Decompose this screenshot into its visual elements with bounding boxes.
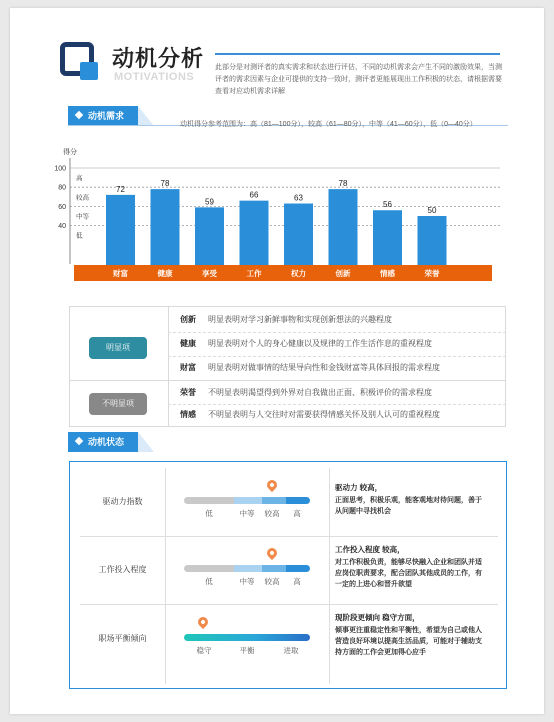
scale-label: 中等 (239, 577, 255, 586)
category-label: 享受 (202, 269, 217, 278)
drive-description: 驱动力 较高， 正面思考，积极乐观，能客观地对待问题，善于从问题中寻找机会 (335, 483, 482, 515)
data-label: 63 (294, 193, 303, 203)
balance-level-marker-icon (196, 615, 210, 629)
page-title: 动机分析 (112, 46, 205, 71)
bar (195, 207, 224, 265)
balance-description: 现阶段更倾向 稳守方面， 倾事更注重稳定性和平衡性，希望为自己或他人营造良好环境以提高生活品质，可能对于辅助支持方面的工作会更加得心应手 (335, 613, 482, 656)
table-row: 财富 明显表明对做事情的结果导向性和金钱财富等具体回报的需求程度 (180, 363, 440, 372)
bar (240, 201, 269, 265)
status-label-balance: 职场平衡倾向 (98, 634, 147, 643)
level-label: 低 (76, 232, 83, 240)
y-axis-label: 得分 (63, 149, 77, 156)
section-title-demand: 动机需求 (88, 111, 125, 121)
bar (106, 195, 135, 265)
table-row: 创新 明显表明对学习新鲜事物和实现创新想法的兴趣程度 (180, 315, 392, 324)
category-label: 财富 (113, 269, 128, 278)
status-label-drive: 驱动力指数 (102, 497, 143, 506)
bar (329, 189, 358, 265)
scale-label: 高 (293, 509, 301, 518)
not-obvious-badge: 不明显项 (89, 393, 147, 415)
motivation-bar-chart (10, 8, 544, 298)
level-label: 较高 (76, 194, 89, 202)
score-range-note: 动机得分参考范围为：高（81—100分），较高（61—80分），中等（41—60分），低（0—40分） (180, 121, 477, 128)
report-page (10, 8, 544, 714)
engagement-description: 工作投入程度 较高， 对工作积极负责，能够尽快融入企业和团队并适应岗位职责要求，配合团队其他成员的工作，有一定的上进心和晋升欲望 (335, 545, 482, 588)
obvious-badge: 明显项 (89, 337, 147, 359)
status-label-engagement: 工作投入程度 (98, 565, 147, 574)
category-label: 健康 (157, 269, 173, 278)
category-label: 荣誉 (424, 269, 440, 278)
scale-label: 较高 (264, 509, 280, 518)
scale-label: 进取 (283, 646, 299, 655)
data-label: 66 (249, 190, 259, 200)
table-row: 情感 不明显表明与人交往时对需要获得情感关怀及别人认可的重视程度 (180, 410, 440, 419)
y-tick-label: 40 (58, 223, 66, 231)
header-description: 此部分是对测评者的真实需求和状态进行评估，不同的动机需求会产生不同的激励效果，当测评者的需求因素与企业可提供的支持一致时，测评者更能展现出工作积极的状态，请根据需要查看对应动机需求详解 (215, 64, 502, 95)
data-label: 72 (116, 184, 125, 194)
data-label: 56 (383, 200, 392, 210)
motivation-status-box (69, 461, 507, 689)
data-label: 78 (338, 179, 348, 189)
scale-label: 低 (205, 509, 213, 518)
drive-level-marker-icon (265, 478, 279, 492)
scale-label: 平衡 (239, 646, 255, 655)
category-label: 权力 (291, 269, 306, 278)
bar (151, 189, 180, 265)
page-subtitle-en: MOTIVATIONS (114, 71, 195, 83)
category-label: 创新 (335, 269, 351, 278)
level-label: 高 (76, 175, 83, 183)
diamond-icon (75, 437, 83, 445)
category-label: 情感 (380, 269, 395, 278)
data-label: 50 (427, 206, 437, 215)
level-label: 中等 (76, 213, 89, 221)
y-tick-label: 60 (58, 203, 66, 211)
y-tick-label: 100 (54, 165, 66, 173)
scale-label: 低 (205, 577, 213, 586)
table-row: 健康 明显表明对个人的身心健康以及规律的工作生活作息的重视程度 (180, 339, 432, 348)
bar (373, 210, 402, 265)
balance-scale-bar (184, 634, 310, 641)
scale-label: 中等 (239, 509, 255, 518)
y-tick-label: 80 (58, 184, 66, 192)
data-label: 59 (205, 197, 214, 207)
data-label: 78 (160, 179, 170, 189)
table-row: 荣誉 不明显表明渴望得到外界对自我做出正面、积极评价的需求程度 (180, 388, 432, 397)
engagement-level-marker-icon (265, 546, 279, 560)
engagement-scale-bar (184, 565, 310, 572)
motivation-summary-table (69, 306, 506, 427)
scale-label: 高 (293, 577, 301, 586)
scale-label: 较高 (264, 577, 280, 586)
bar (418, 216, 447, 265)
category-label: 工作 (246, 269, 262, 278)
scale-label: 稳守 (196, 646, 212, 655)
bar (284, 204, 313, 265)
section-title-status: 动机状态 (88, 437, 125, 447)
drive-scale-bar (184, 497, 310, 504)
